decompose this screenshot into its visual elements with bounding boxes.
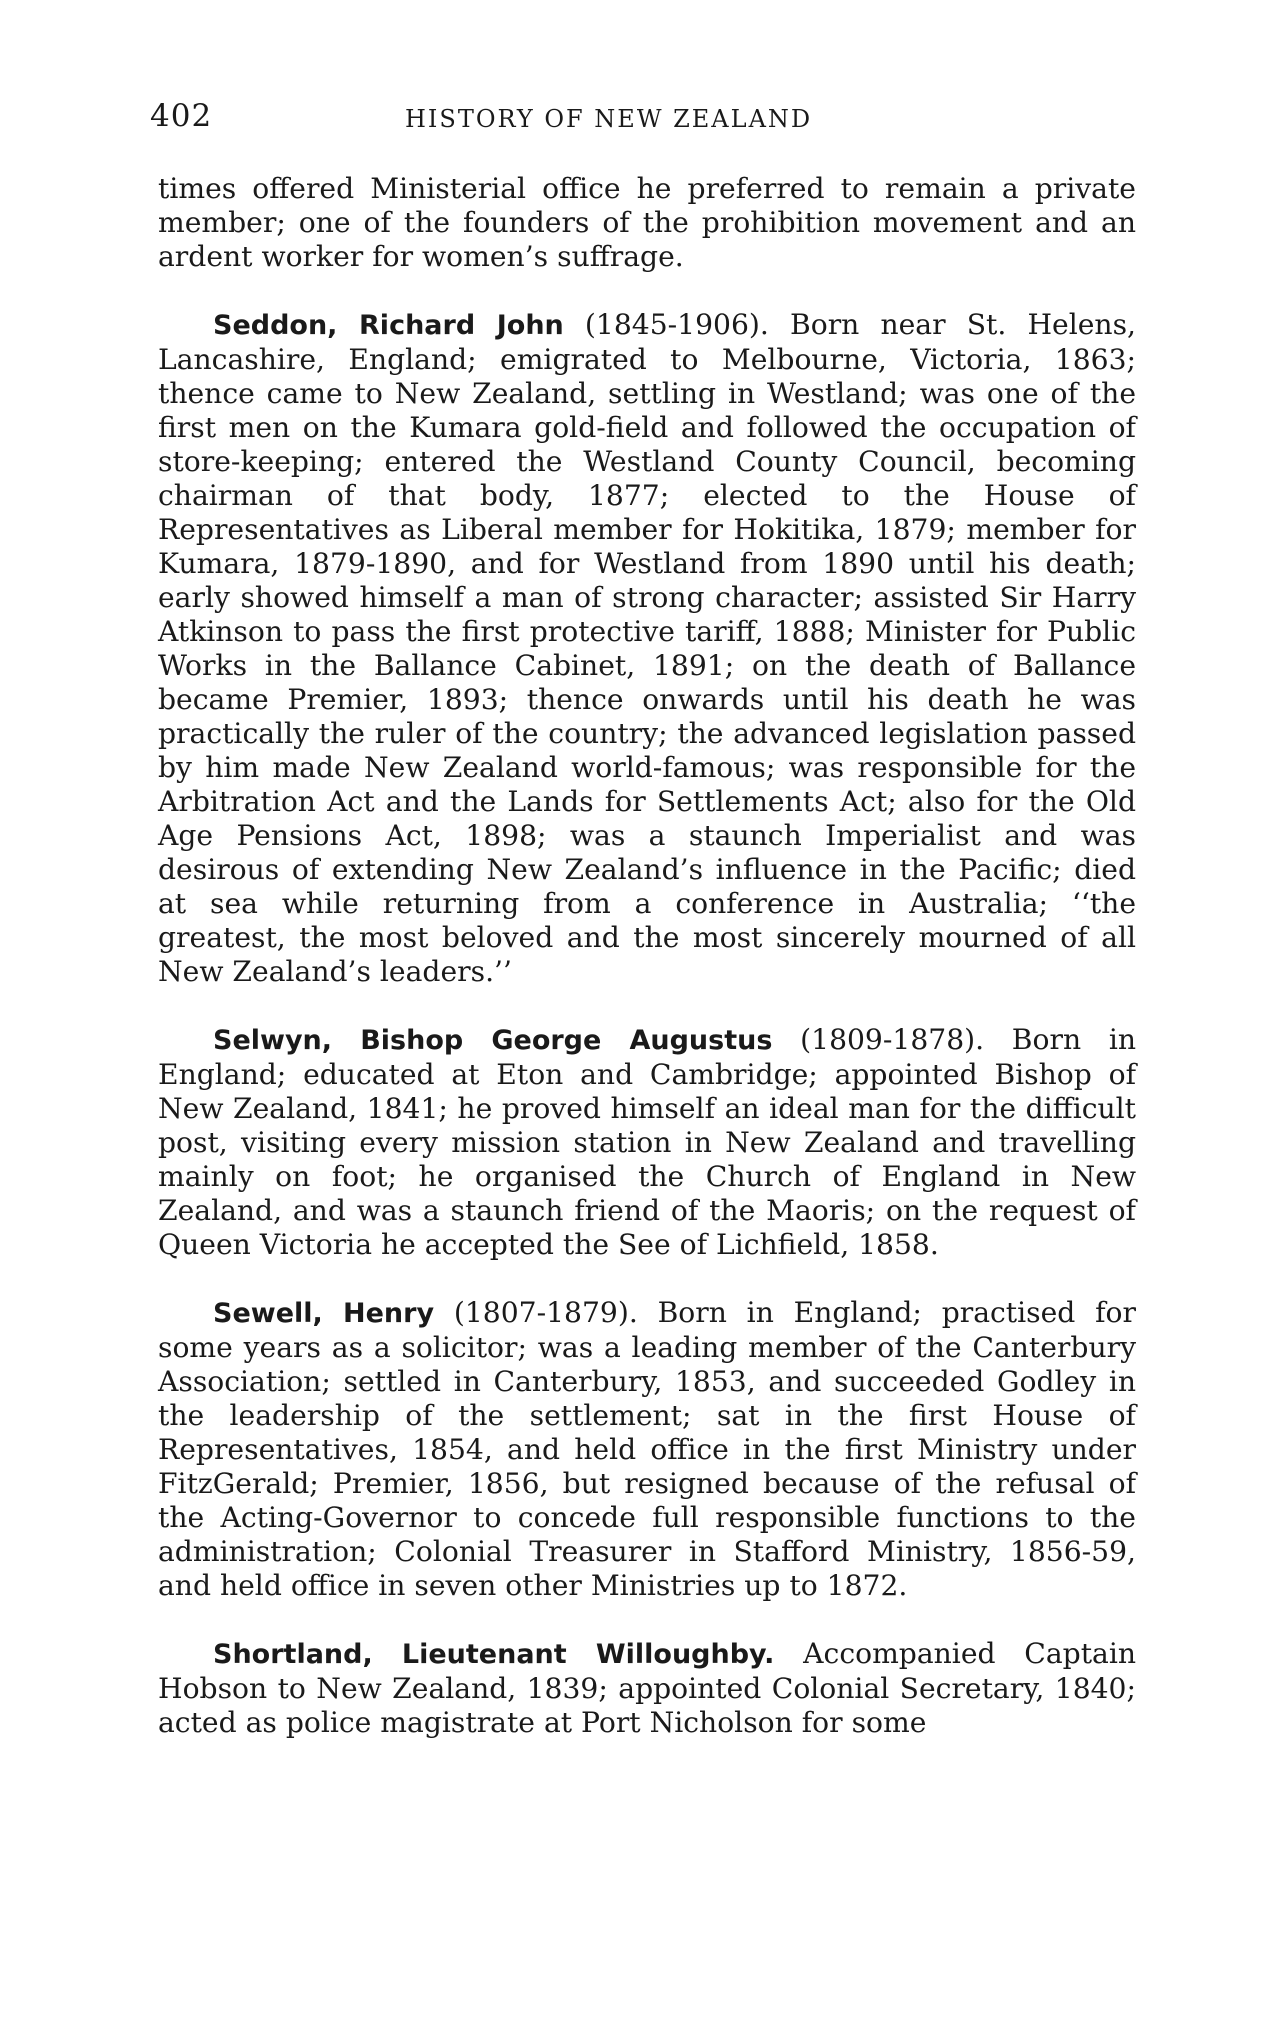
entry-text: (1845-1906). Born near St. Helens, Lancashire, England; emigrated to Melbourne, Victoria, 1863; thence came to New Zealand, settling in Westland; was one of the first men on the Kumara gold-field and followed the occupation of store-keeping; entered the Westland County Council, becoming chairman of that body, 1877; elected to the House of Representatives as Liberal member for Hokitika, 1879; member for Kumara, 1879-1890, and for Westland from 1890 until his death; early showed himself a man of strong character; assisted Sir Harry Atkinson to pass the first protective tariff, 1888; Minister for Public Works in the Ballance Cabinet, 1891; on the death of Ballance became Premier, 1893; thence onwards until his death he was practically the ruler of the country; the advanced legislation passed by him made New Zealand world-famous; was responsible for the Arbitration Act and the Lands for Settlements Act; also for the Old Age Pensions Act, 1898; was a staunch Imperialist and was desirous of extending New Zealand’s influence in the Pacific; died at sea while returning from a conference in Australia; ‘‘the greatest, the most beloved and the most sincerely mourned of all New Zealand’s leaders.’’	[158, 308, 1136, 988]
body-text	[158, 172, 1136, 1774]
paragraph-continuation	[158, 172, 1136, 274]
entry-name: Sewell, Henry	[213, 1298, 435, 1329]
page-number: 402	[150, 98, 213, 134]
entry-text: Accompanied Captain Hobson to New Zealand, 1839; appointed Colonial Secretary, 1840; acted as police magistrate at Port Nicholson for some	[158, 1637, 1137, 1739]
entry-shortland	[158, 1637, 1136, 1740]
entry-name: Seddon, Richard John	[213, 310, 564, 341]
entry-sewell	[158, 1296, 1136, 1603]
entry-name: Selwyn, Bishop George Augustus	[213, 1025, 773, 1056]
paragraph-text: times offered Ministerial office he preferred to remain a private member; one of the founders of the prohibition movement and an ardent worker for women’s suffrage.	[158, 172, 1136, 273]
entry-text: (1809-1878). Born in England; educated at Eton and Cambridge; appointed Bishop of New Zealand, 1841; he proved himself an ideal man for the difficult post, visiting every mission station in New Zealand and travelling mainly on foot; he organised the Church of England in New Zealand, and was a staunch friend of the Maoris; on the request of Queen Victoria he accepted the See of Lichfield, 1858.	[158, 1023, 1136, 1261]
entry-text: (1807-1879). Born in England; practised for some years as a solicitor; was a leading member of the Canterbury Association; settled in Canterbury, 1853, and succeeded Godley in the leadership of the settlement; sat in the first House of Representatives, 1854, and held office in the first Ministry under FitzGerald; Premier, 1856, but resigned because of the refusal of the Acting-Governor to concede full responsible functions to the administration; Colonial Treasurer in Stafford Ministry, 1856-59, and held office in seven other Ministries up to 1872.	[158, 1296, 1137, 1602]
entry-selwyn	[158, 1023, 1136, 1262]
entry-seddon	[158, 308, 1136, 989]
page-header	[150, 98, 1150, 138]
entry-name: Shortland, Lieutenant Willoughby.	[213, 1639, 775, 1670]
running-head: HISTORY OF NEW ZEALAND	[405, 105, 813, 133]
